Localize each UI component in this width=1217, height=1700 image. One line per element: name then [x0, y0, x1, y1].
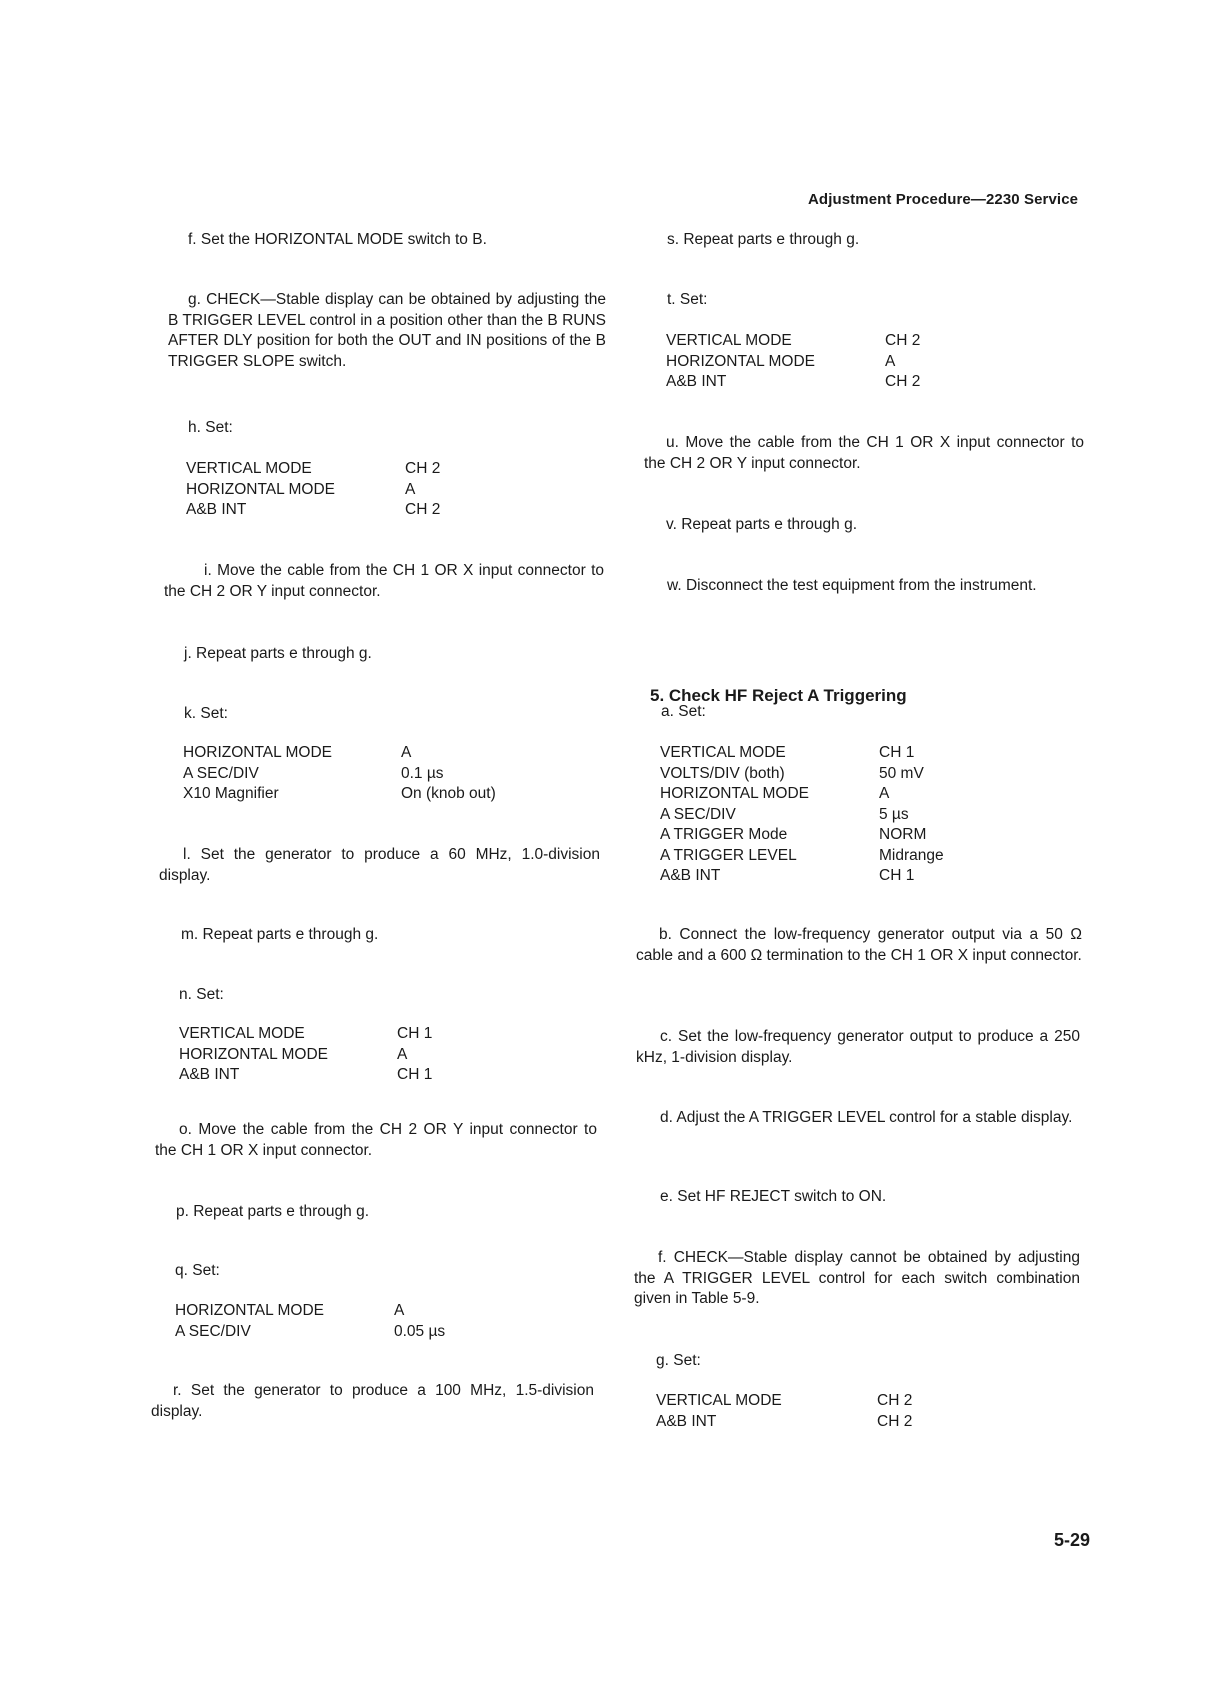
- step-i-left: i. Move the cable from the CH 1 OR X input connector to the CH 2 OR Y input connector.: [164, 562, 604, 600]
- settings-table-g: [656, 1391, 912, 1432]
- running-header: Adjustment Procedure—2230 Service: [808, 191, 1079, 208]
- setting-key: A&B INT: [666, 373, 727, 390]
- setting-value: 0.05 µs: [394, 1322, 446, 1340]
- step-f-left: f. Set the HORIZONTAL MODE switch to B.: [188, 231, 487, 248]
- setting-key: X10 Magnifier: [183, 785, 279, 802]
- setting-key: HORIZONTAL MODE: [183, 744, 332, 761]
- settings-row: [186, 459, 440, 480]
- settings-row: [179, 1065, 432, 1086]
- settings-row: [183, 784, 496, 805]
- step-e-right: e. Set HF REJECT switch to ON.: [660, 1188, 887, 1205]
- settings-row: [666, 352, 920, 373]
- settings-table-h: [186, 459, 440, 521]
- setting-key: HORIZONTAL MODE: [179, 1045, 328, 1063]
- setting-key: VERTICAL MODE: [179, 1025, 305, 1042]
- setting-key: A SEC/DIV: [175, 1322, 251, 1340]
- setting-value: NORM: [879, 826, 927, 843]
- step-d-right: d. Adjust the A TRIGGER LEVEL control for a stable display.: [660, 1109, 1073, 1126]
- settings-row: [660, 764, 944, 785]
- step-j-left: j. Repeat parts e through g.: [184, 645, 372, 662]
- settings-row: [656, 1412, 912, 1433]
- setting-value: 5 µs: [879, 805, 909, 823]
- settings-table-q: [175, 1301, 445, 1342]
- setting-key: HORIZONTAL MODE: [660, 785, 809, 802]
- setting-key: A&B INT: [186, 501, 247, 518]
- setting-value: 50 mV: [879, 764, 924, 782]
- step-a-right: a. Set:: [661, 703, 706, 720]
- setting-key: A SEC/DIV: [183, 764, 259, 782]
- step-v-right: v. Repeat parts e through g.: [666, 516, 857, 533]
- setting-value: CH 2: [877, 1412, 913, 1430]
- setting-key: A&B INT: [660, 867, 721, 884]
- setting-key: A TRIGGER Mode: [660, 826, 788, 843]
- step-p-left: p. Repeat parts e through g.: [176, 1203, 370, 1220]
- setting-value: CH 1: [879, 744, 915, 761]
- settings-row: [660, 784, 944, 805]
- settings-row: [183, 764, 496, 785]
- setting-value: A: [397, 1045, 408, 1063]
- step-t-right: t. Set:: [667, 291, 708, 308]
- setting-key: A SEC/DIV: [660, 805, 736, 823]
- settings-row: [660, 825, 944, 846]
- setting-value: CH 1: [397, 1066, 433, 1083]
- setting-value: A: [401, 744, 412, 761]
- settings-row: [656, 1391, 912, 1412]
- settings-row: [186, 480, 440, 501]
- step-m-left: m. Repeat parts e through g.: [181, 926, 379, 943]
- step-f-right: f. CHECK—Stable display cannot be obtained by adjusting the A TRIGGER LEVEL control for each switch combination given in Table 5-9.: [634, 1249, 1080, 1307]
- settings-row: [660, 866, 944, 887]
- settings-table-k: [183, 743, 496, 805]
- step-w-right: w. Disconnect the test equipment from the instrument.: [667, 577, 1037, 594]
- setting-value: A: [885, 352, 896, 370]
- setting-key: VERTICAL MODE: [186, 460, 312, 477]
- settings-row: [660, 743, 944, 764]
- setting-value: CH 1: [397, 1025, 433, 1042]
- settings-row: [660, 805, 944, 826]
- setting-key: A&B INT: [656, 1412, 717, 1430]
- setting-value: 0.1 µs: [401, 764, 444, 782]
- settings-table-a: [660, 743, 944, 887]
- setting-key: A TRIGGER LEVEL: [660, 846, 797, 864]
- settings-row: [660, 846, 944, 867]
- setting-value: CH 1: [879, 867, 915, 884]
- settings-table-t: [666, 331, 920, 393]
- step-u-right: u. Move the cable from the CH 1 OR X input connector to the CH 2 OR Y input connector.: [644, 434, 1084, 472]
- settings-row: [666, 372, 920, 393]
- settings-row: [179, 1024, 432, 1045]
- setting-key: VERTICAL MODE: [656, 1392, 782, 1409]
- setting-value: CH 2: [405, 460, 441, 477]
- settings-row: [175, 1322, 445, 1343]
- setting-key: HORIZONTAL MODE: [186, 480, 335, 498]
- step-b-right: b. Connect the low-frequency generator output via a 50 Ω cable and a 600 Ω termination to the CH 1 OR X input connector.: [636, 926, 1082, 964]
- setting-value: CH 2: [877, 1392, 913, 1409]
- step-q-left: q. Set:: [175, 1262, 220, 1279]
- setting-key: A&B INT: [179, 1066, 240, 1083]
- setting-value: On (knob out): [401, 785, 496, 802]
- setting-value: A: [394, 1302, 405, 1319]
- step-s-right: s. Repeat parts e through g.: [667, 231, 860, 248]
- setting-value: Midrange: [879, 846, 944, 864]
- setting-value: CH 2: [885, 332, 921, 349]
- setting-value: CH 2: [885, 373, 921, 390]
- step-g-left: g. CHECK—Stable display can be obtained by adjusting the B TRIGGER LEVEL control in a position other than the B RUNS AFTER DLY position for both the OUT and IN positions of the B TRIGGER SLOPE switch.: [168, 291, 606, 370]
- step-c-right: c. Set the low-frequency generator output to produce a 250 kHz, 1-division display.: [636, 1028, 1080, 1066]
- settings-row: [666, 331, 920, 352]
- step-l-left: l. Set the generator to produce a 60 MHz, 1.0-division display.: [159, 846, 600, 884]
- setting-key: VERTICAL MODE: [666, 332, 792, 349]
- settings-table-n: [179, 1024, 432, 1086]
- step-g-right: g. Set:: [656, 1352, 701, 1369]
- section-heading: 5. Check HF Reject A Triggering: [650, 686, 907, 705]
- setting-value: CH 2: [405, 501, 441, 518]
- page-number: 5-29: [1054, 1530, 1091, 1550]
- setting-value: A: [405, 480, 416, 498]
- setting-key: HORIZONTAL MODE: [666, 352, 815, 370]
- step-r-left: r. Set the generator to produce a 100 MHz, 1.5-division display.: [151, 1382, 594, 1420]
- step-n-left: n. Set:: [179, 986, 224, 1003]
- step-k-left: k. Set:: [184, 705, 228, 722]
- settings-row: [179, 1045, 432, 1066]
- setting-value: A: [879, 785, 890, 802]
- setting-key: VOLTS/DIV (both): [660, 764, 785, 782]
- setting-key: VERTICAL MODE: [660, 744, 786, 761]
- step-h-left: h. Set:: [188, 419, 233, 436]
- settings-row: [175, 1301, 445, 1322]
- setting-key: HORIZONTAL MODE: [175, 1302, 324, 1319]
- settings-row: [186, 500, 440, 521]
- step-o-left: o. Move the cable from the CH 2 OR Y input connector to the CH 1 OR X input connector.: [155, 1121, 597, 1159]
- settings-row: [183, 743, 496, 764]
